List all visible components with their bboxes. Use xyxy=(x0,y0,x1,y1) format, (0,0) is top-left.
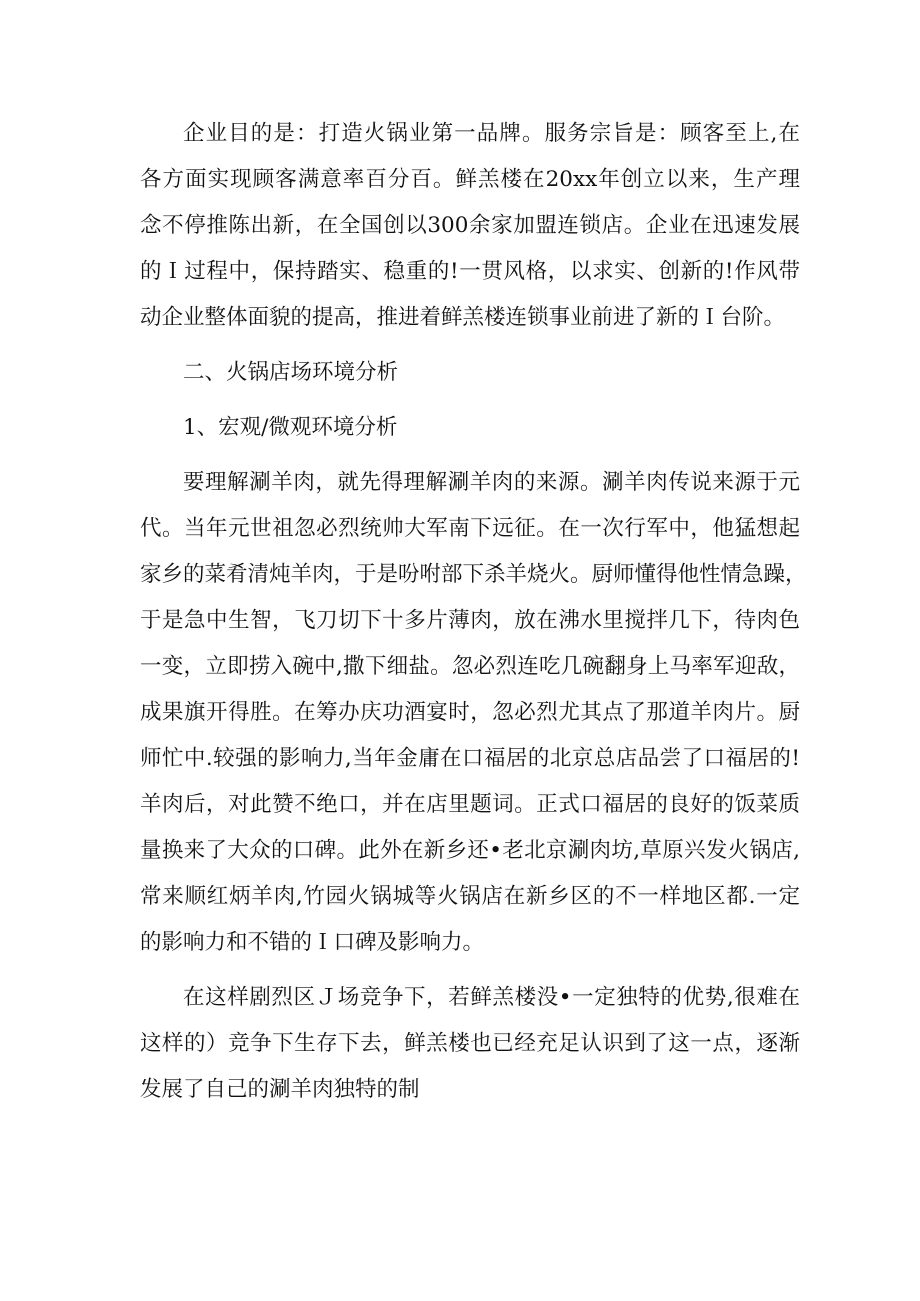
text-line: 这样的）竞争下生存下去，鲜羔楼也已经充足认识到了这一点，逐渐 xyxy=(140,1031,800,1056)
subsection-heading: 1、宏观/微观环境分析 xyxy=(183,415,398,440)
text-line: 家乡的菜肴清炖羊肉，于是吩咐部下杀羊烧火。厨师懂得他性情急躁， xyxy=(140,562,807,587)
text-line: 的Ｉ过程中，保持踏实、稳重的!一贯风格，以求实、创新的!作风带 xyxy=(140,259,800,284)
text-line: 的影响力和不错的Ｉ口碑及影响力。 xyxy=(140,930,485,955)
section-heading: 二、火锅店场环境分析 xyxy=(183,360,399,385)
paragraph-company-purpose xyxy=(140,111,800,341)
text-line: 于是急中生智，飞刀切下十多片薄肉，放在沸水里搅拌几下，待肉色 xyxy=(140,608,800,633)
text-line: 企业目的是：打造火锅业第一品牌。服务宗旨是：顾客至上,在 xyxy=(183,121,800,146)
text-line: 成果旗开得胜。在筹办庆功酒宴时，忽必烈尤其点了那道羊肉片。厨 xyxy=(140,700,800,725)
text-line: 羊肉后，对此赞不绝口，并在店里题词。正式口福居的良好的饭菜质 xyxy=(140,792,800,817)
text-line: 发展了自己的涮羊肉独特的制 xyxy=(140,1077,420,1102)
text-line: 量换来了大众的口碑。此外在新乡还•老北京涮肉坊,草原兴发火锅店, xyxy=(140,838,800,863)
text-line: 各方面实现顾客满意率百分百。鲜羔楼在20xx年创立以来，生产理 xyxy=(140,167,800,192)
document-body xyxy=(140,111,807,1113)
text-line: 常来顺红炳羊肉,竹园火锅城等火锅店在新乡区的不一样地区都.一定 xyxy=(140,884,800,909)
paragraph-competition xyxy=(140,975,800,1113)
text-line: 念不停推陈出新，在全国创以300余家加盟连锁店。企业在迅速发展 xyxy=(140,213,800,238)
text-line: 动企业整体面貌的提高，推进着鲜羔楼连锁事业前进了新的Ｉ台阶。 xyxy=(140,305,786,330)
text-line: 一变，立即捞入碗中,撒下细盐。忽必烈连吃几碗翻身上马率军迎敌， xyxy=(140,654,800,679)
paragraph-mutton-origin xyxy=(140,460,807,966)
text-line: 师忙中.较强的影响力,当年金庸在口福居的北京总店品尝了口福居的! xyxy=(140,746,800,771)
text-line: 在这样剧烈区Ｊ场竞争下，若鲜羔楼没•一定独特的优势,很难在 xyxy=(183,985,800,1010)
text-line: 代。当年元世祖忽必烈统帅大军南下远征。在一次行军中，他猛想起 xyxy=(140,516,800,541)
text-line: 要理解涮羊肉，就先得理解涮羊肉的来源。涮羊肉传说来源于元 xyxy=(183,470,800,495)
